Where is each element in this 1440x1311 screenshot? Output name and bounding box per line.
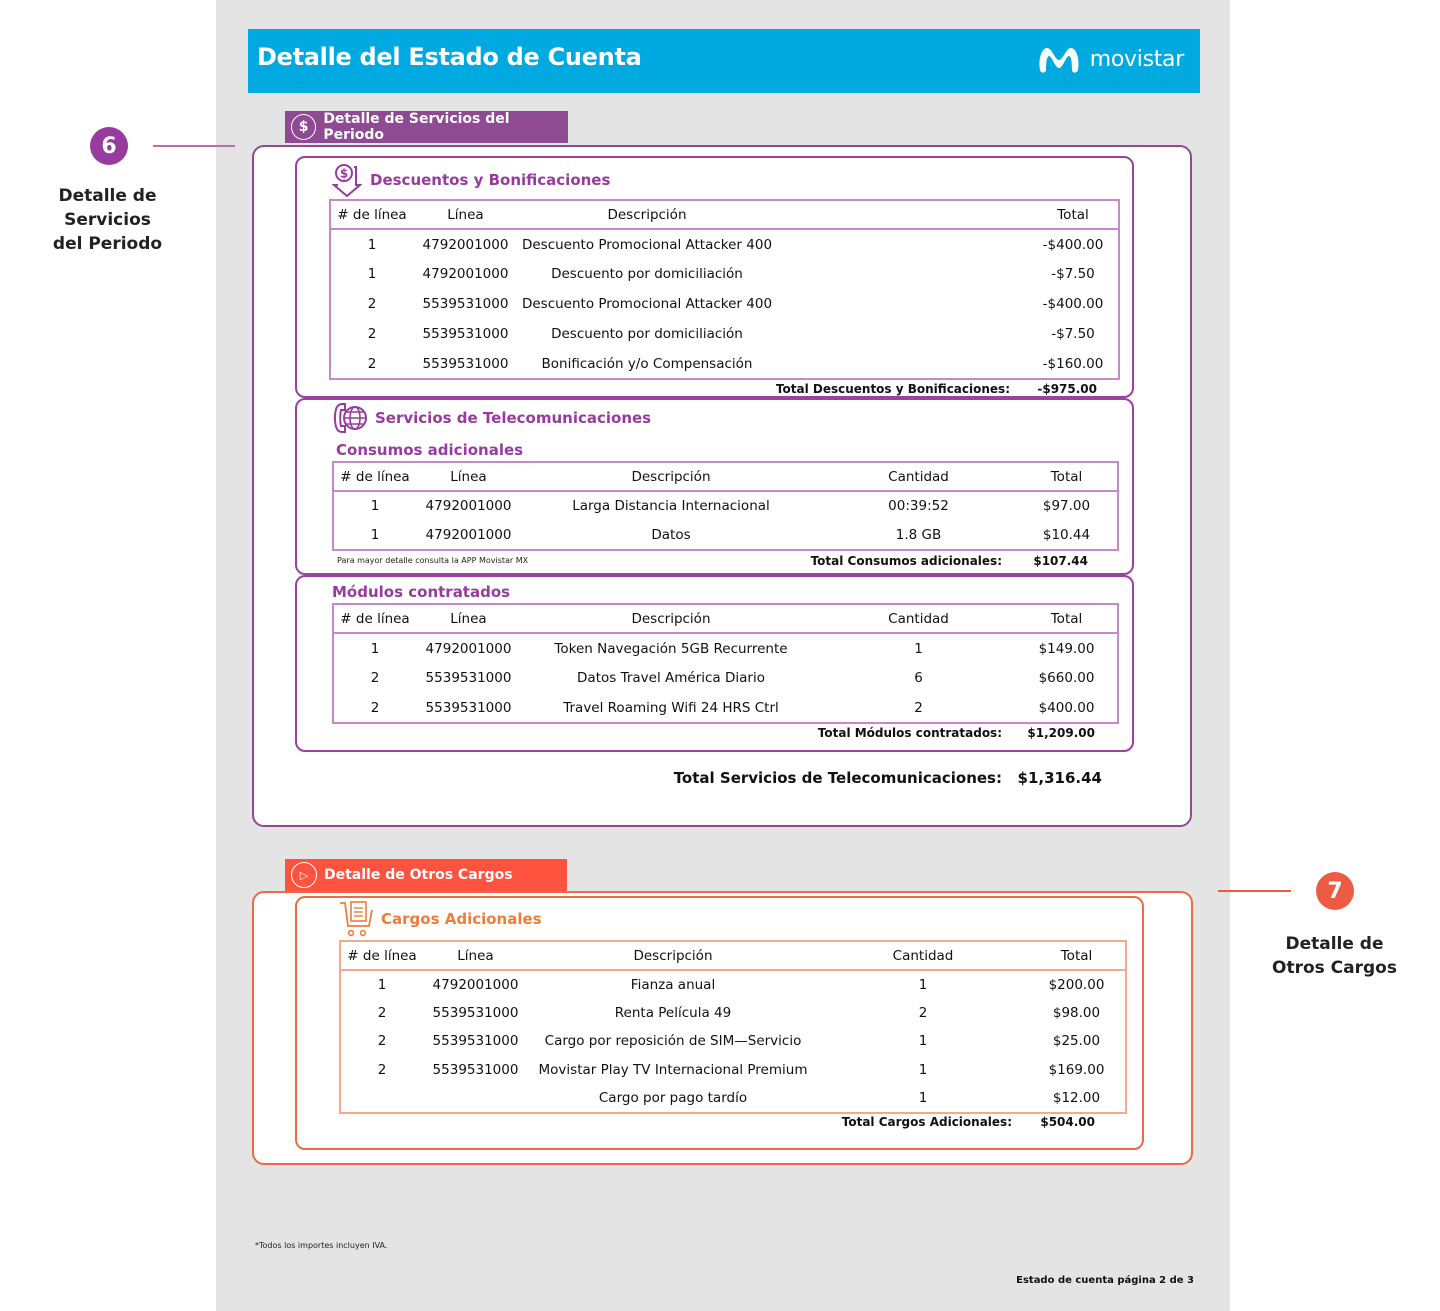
- cell-total: $98.00: [1052, 1004, 1101, 1021]
- descuentos-total: [700, 382, 1097, 396]
- tab-label: Detalle de Servicios del Periodo: [323, 111, 510, 143]
- cell-total: $660.00: [1038, 670, 1095, 686]
- cell-num: 2: [370, 699, 380, 716]
- total-label: Total Consumos adicionales:: [810, 554, 1002, 568]
- table-header-row: [330, 200, 1119, 229]
- total-value: $107.44: [1033, 554, 1088, 568]
- cell-linea: [423, 1084, 528, 1113]
- cell-cantidad: 1: [918, 976, 928, 993]
- iva-footnote: *Todos los importes incluyen IVA.: [255, 1241, 388, 1250]
- column-header: Descripción: [631, 468, 711, 485]
- annotation-connector: [153, 145, 235, 147]
- total-value: $504.00: [1040, 1115, 1095, 1129]
- cell-spacer: [776, 349, 1028, 379]
- annotation-line: del Periodo: [52, 234, 163, 254]
- consumos-subtitle: Consumos adicionales: [336, 441, 524, 459]
- cell-num: 2: [367, 296, 377, 312]
- cell-spacer: [776, 259, 1028, 289]
- cell-linea: 4792001000: [425, 498, 512, 515]
- cell-desc: Descuento Promocional Attacker 400: [521, 236, 773, 253]
- dollar-down-arrow-icon: [332, 163, 362, 197]
- cell-total: -$7.50: [1051, 326, 1095, 342]
- cell-linea: 4792001000: [422, 266, 509, 282]
- table-row: [333, 491, 1118, 521]
- movistar-m-icon: [1036, 44, 1082, 74]
- play-circle-icon: ▷: [291, 862, 317, 888]
- cell-linea: 5539531000: [422, 296, 509, 312]
- cell-linea: 5539531000: [432, 1061, 519, 1078]
- cell-desc: Token Navegación 5GB Recurrente: [554, 640, 788, 657]
- cell-desc: Descuento por domiciliación: [551, 266, 743, 282]
- cell-desc: Cargo por reposición de SIM—Servicio: [544, 1033, 802, 1050]
- brand-name: movistar: [1089, 46, 1184, 72]
- cell-total: $12.00: [1052, 1089, 1101, 1106]
- cell-total: -$7.50: [1051, 266, 1095, 282]
- cell-num: 2: [367, 326, 377, 342]
- cell-total: $10.44: [1042, 526, 1091, 543]
- table-row: [330, 229, 1119, 259]
- column-header: Total: [1057, 206, 1089, 223]
- cell-linea: 5539531000: [425, 699, 512, 716]
- cell-num: [340, 1084, 423, 1113]
- total-label: Total Módulos contratados:: [817, 726, 1002, 740]
- telecom-grand-total: [660, 769, 1102, 787]
- column-header: Descripción: [607, 206, 687, 223]
- table-header-row: [333, 604, 1118, 633]
- descuentos-table: [329, 199, 1120, 380]
- table-row: [330, 259, 1119, 289]
- tab-servicios-periodo: [285, 111, 568, 143]
- phone-globe-icon: [333, 401, 367, 435]
- cell-cantidad: 1: [914, 640, 923, 657]
- modulos-total: [700, 726, 1095, 740]
- cell-linea: 4792001000: [422, 236, 509, 253]
- shopping-cart-document-icon: [339, 900, 373, 938]
- cell-num: 1: [367, 266, 377, 282]
- cell-cantidad: 00:39:52: [888, 498, 949, 515]
- tab-otros-cargos: [285, 859, 567, 891]
- section-title: Descuentos y Bonificaciones: [370, 171, 611, 189]
- cell-desc: Renta Película 49: [614, 1004, 732, 1021]
- cell-total: $169.00: [1048, 1061, 1105, 1078]
- movistar-logo: [1036, 44, 1184, 74]
- table-row: [330, 289, 1119, 319]
- column-header: Línea: [450, 610, 487, 627]
- cell-desc: Datos Travel América Diario: [577, 670, 765, 686]
- cell-num: 2: [377, 1004, 387, 1021]
- svg-text:$: $: [339, 166, 349, 181]
- total-value: -$975.00: [1037, 382, 1097, 396]
- cell-spacer: [776, 319, 1028, 349]
- cell-linea: 5539531000: [425, 670, 512, 686]
- cell-num: 2: [367, 355, 377, 372]
- cell-num: 2: [377, 1061, 387, 1078]
- table-header-row: [333, 462, 1118, 491]
- cell-desc: Movistar Play TV Internacional Premium: [538, 1061, 808, 1078]
- cell-cantidad: 2: [914, 699, 923, 716]
- cell-num: 1: [367, 236, 377, 253]
- annotation-line: Detalle de: [58, 186, 157, 206]
- column-header: Cantidad: [892, 947, 954, 964]
- cell-desc: Cargo por pago tardío: [598, 1089, 748, 1106]
- cargos-table: [339, 940, 1127, 1114]
- cell-desc: Larga Distancia Internacional: [572, 498, 770, 515]
- page-header: [248, 29, 1200, 93]
- cell-spacer: [776, 229, 1028, 259]
- grand-total-label: Total Servicios de Telecomunicaciones:: [673, 769, 1002, 787]
- column-header: Cantidad: [888, 468, 949, 485]
- cell-total: $25.00: [1052, 1033, 1101, 1050]
- table-row: [340, 970, 1126, 999]
- cell-desc: Descuento por domiciliación: [551, 326, 743, 342]
- cell-linea: 5539531000: [422, 355, 509, 372]
- annotation-label-6: [30, 184, 185, 256]
- cell-total: -$160.00: [1042, 355, 1104, 372]
- annotation-label-7: [1262, 932, 1407, 980]
- consumos-table: [332, 461, 1119, 551]
- cell-linea: 4792001000: [425, 640, 512, 657]
- table-row: [330, 319, 1119, 349]
- cell-total: -$400.00: [1042, 296, 1104, 312]
- page-title: Detalle del Estado de Cuenta: [257, 43, 642, 71]
- cell-num: 2: [377, 1033, 387, 1050]
- column-header: Línea: [457, 947, 494, 964]
- cell-cantidad: 1.8 GB: [895, 526, 942, 543]
- cell-cantidad: 6: [914, 670, 923, 686]
- column-header: # de línea: [337, 206, 407, 223]
- cell-total: $97.00: [1042, 498, 1091, 515]
- annotation-line: Servicios: [64, 210, 151, 230]
- total-label: Total Cargos Adicionales:: [841, 1115, 1012, 1129]
- cell-num: 2: [370, 670, 380, 686]
- modulos-subtitle: Módulos contratados: [332, 583, 511, 601]
- table-row: [340, 1084, 1126, 1113]
- cell-total: -$400.00: [1042, 236, 1104, 253]
- table-row: [340, 1056, 1126, 1085]
- cargos-total: [700, 1115, 1095, 1129]
- cell-cantidad: 1: [918, 1061, 928, 1078]
- cell-linea: 4792001000: [432, 976, 519, 993]
- table-header-row: [340, 941, 1126, 970]
- grand-total-value: $1,316.44: [1017, 769, 1102, 787]
- annotation-number: 6: [101, 133, 117, 159]
- column-header: Cantidad: [888, 610, 949, 627]
- column-header: Línea: [447, 206, 484, 223]
- table-row: [340, 1027, 1126, 1056]
- column-header: Línea: [450, 468, 487, 485]
- app-detail-note: Para mayor detalle consulta la APP Movistar MX: [337, 556, 529, 565]
- cell-desc: Datos: [651, 526, 691, 543]
- cell-num: 1: [377, 976, 387, 993]
- column-header: Descripción: [633, 947, 713, 964]
- cargos-header: [339, 900, 542, 938]
- cell-desc: Descuento Promocional Attacker 400: [521, 296, 773, 312]
- cell-linea: 5539531000: [432, 1033, 519, 1050]
- annotation-line: Detalle de: [1285, 934, 1384, 954]
- total-value: $1,209.00: [1027, 726, 1095, 740]
- column-header: Total: [1060, 947, 1093, 964]
- section-title: Cargos Adicionales: [381, 910, 542, 928]
- cell-linea: 5539531000: [422, 326, 509, 342]
- section-title: Servicios de Telecomunicaciones: [375, 409, 652, 427]
- cell-desc: Travel Roaming Wifi 24 HRS Ctrl: [563, 699, 779, 716]
- column-header-spacer: [776, 200, 1028, 229]
- table-row: [330, 349, 1119, 379]
- tab-label: Detalle de Otros Cargos: [324, 867, 513, 883]
- page-number: Estado de cuenta página 2 de 3: [1016, 1275, 1194, 1286]
- cell-desc: Bonificación y/o Compensación: [541, 355, 753, 372]
- table-row: [333, 693, 1118, 723]
- dollar-circle-icon: $: [291, 114, 316, 140]
- cell-total: $149.00: [1038, 640, 1095, 657]
- column-header: Total: [1050, 468, 1083, 485]
- table-row: [340, 999, 1126, 1028]
- column-header: # de línea: [347, 947, 417, 964]
- modulos-table: [332, 603, 1119, 724]
- table-row: [333, 663, 1118, 693]
- table-row: [333, 633, 1118, 663]
- annotation-number: 7: [1327, 878, 1343, 904]
- column-header: # de línea: [340, 468, 410, 485]
- cell-cantidad: 2: [918, 1004, 928, 1021]
- annotation-badge-7: [1316, 872, 1354, 910]
- table-row: [333, 521, 1118, 551]
- cell-desc: Fianza anual: [630, 976, 716, 993]
- cell-cantidad: 1: [918, 1033, 928, 1050]
- total-label: Total Descuentos y Bonificaciones:: [775, 382, 1010, 396]
- telecom-header: [333, 401, 651, 435]
- cell-total: $400.00: [1038, 699, 1095, 716]
- cell-linea: 4792001000: [425, 526, 512, 543]
- cell-total: $200.00: [1048, 976, 1105, 993]
- descuentos-header: [332, 163, 610, 197]
- cell-num: 1: [370, 498, 380, 515]
- column-header: # de línea: [340, 610, 410, 627]
- column-header: Descripción: [631, 610, 711, 627]
- consumos-total: [700, 554, 1088, 568]
- cell-cantidad: 1: [918, 1089, 928, 1106]
- column-header: Total: [1050, 610, 1083, 627]
- cell-num: 1: [370, 640, 380, 657]
- annotation-connector: [1218, 890, 1291, 892]
- annotation-line: Otros Cargos: [1272, 958, 1397, 978]
- annotation-badge-6: [90, 127, 128, 165]
- cell-spacer: [776, 289, 1028, 319]
- cell-linea: 5539531000: [432, 1004, 519, 1021]
- cell-num: 1: [370, 526, 380, 543]
